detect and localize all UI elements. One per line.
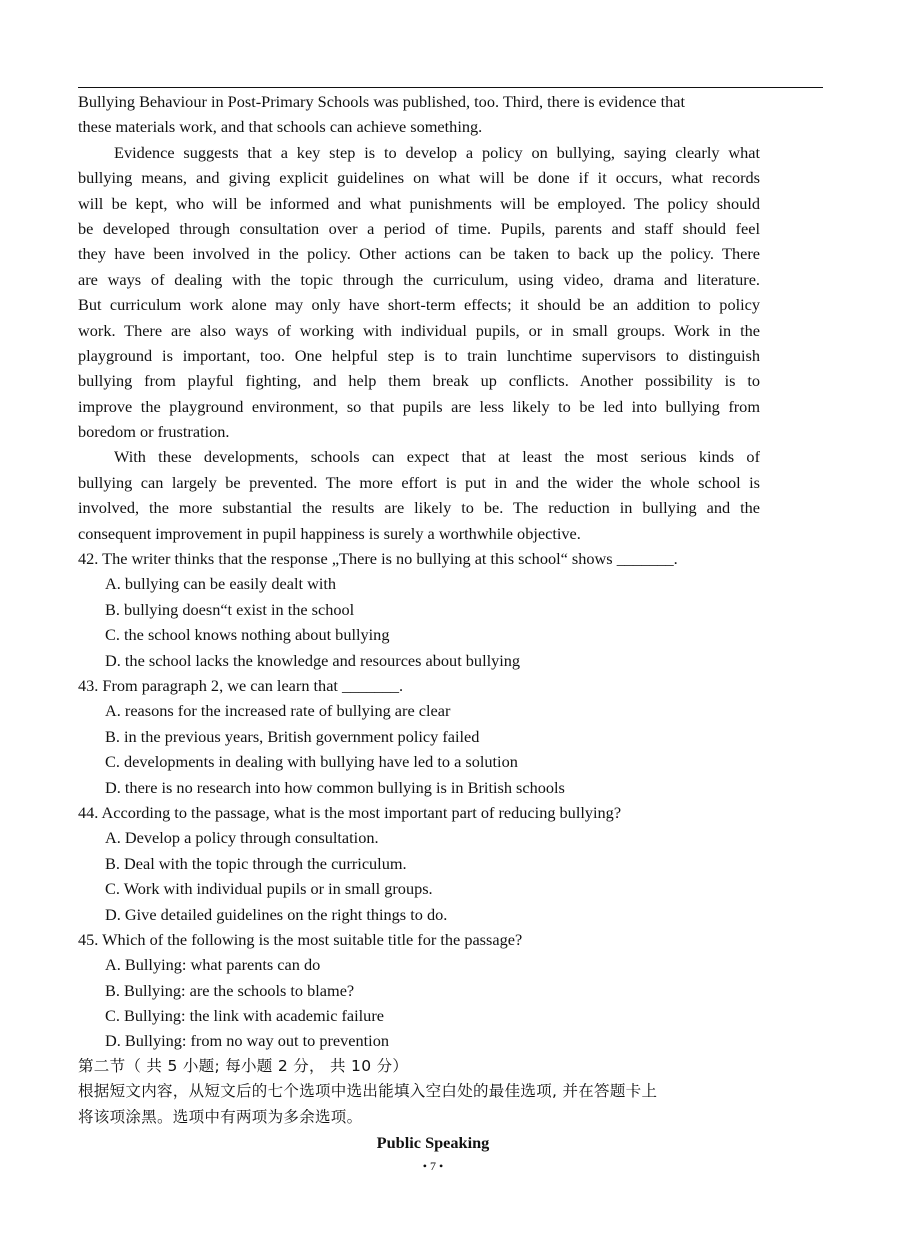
page-number: • 7 •	[422, 1159, 444, 1174]
answer-option: A. Bullying: what parents can do	[105, 955, 321, 975]
passage-line: be developed through consultation over a period of time. Pupils, parents and staff should feel	[78, 218, 760, 238]
answer-option: B. bullying doesn“t exist in the school	[105, 599, 355, 619]
answer-option: C. developments in dealing with bullying have led to a solution	[105, 752, 518, 772]
passage-line: consequent improvement in pupil happiness is surely a worthwhile objective.	[78, 523, 581, 543]
passage-title: Public Speaking	[376, 1133, 490, 1153]
question-stem: 44. According to the passage, what is the most important part of reducing bullying?	[78, 802, 622, 822]
passage-line: Evidence suggests that a key step is to develop a policy on bullying, saying clearly what	[114, 142, 760, 162]
answer-option: C. the school knows nothing about bullying	[105, 625, 390, 645]
answer-option: C. Work with individual pupils or in small groups.	[105, 879, 433, 899]
answer-option: B. Deal with the topic through the curriculum.	[105, 853, 407, 873]
question-stem: 43. From paragraph 2, we can learn that _______.	[78, 675, 404, 695]
passage-line: will be kept, who will be informed and what punishments will be employed. The policy should	[78, 193, 760, 213]
passage-line: playground is important, too. One helpful step is to train lunchtime supervisors to distinguish	[78, 345, 760, 365]
section-heading: 第二节（ 共 5 小题; 每小题 2 分， 共 10 分）	[78, 1056, 409, 1075]
passage-line: they have been involved in the policy. Other actions can be taken to back up the policy. There	[78, 244, 760, 264]
answer-option: A. bullying can be easily dealt with	[105, 574, 337, 594]
passage-line: bullying means, and giving explicit guidelines on what will be done if it occurs, what records	[78, 168, 760, 188]
answer-option: A. reasons for the increased rate of bullying are clear	[105, 701, 451, 721]
passage-line: these materials work, and that schools can achieve something.	[78, 117, 483, 137]
document-page	[78, 89, 768, 1177]
header-rule	[78, 87, 823, 88]
passage-line: improve the playground environment, so that pupils are less likely to be led into bullying from	[78, 396, 760, 416]
answer-option: D. Give detailed guidelines on the right things to do.	[105, 904, 448, 924]
answer-option: B. in the previous years, British government policy failed	[105, 726, 480, 746]
passage-line: are ways of dealing with the topic through the curriculum, using video, drama and literature.	[78, 269, 760, 289]
passage-line: With these developments, schools can expect that at least the most serious kinds of	[114, 447, 760, 467]
answer-option: C. Bullying: the link with academic failure	[105, 1006, 384, 1026]
answer-option: B. Bullying: are the schools to blame?	[105, 980, 355, 1000]
section-instructions: 根据短文内容，从短文后的七个选项中选出能填入空白处的最佳选项, 并在答题卡上	[78, 1082, 658, 1101]
passage-line: boredom or frustration.	[78, 422, 230, 442]
passage-line: But curriculum work alone may only have short-term effects; it should be an addition to policy	[78, 295, 760, 315]
passage-line: work. There are also ways of working with individual pupils, or in small groups. Work in the	[78, 320, 760, 340]
answer-option: D. the school lacks the knowledge and resources about bullying	[105, 650, 521, 670]
answer-option: D. there is no research into how common bullying is in British schools	[105, 777, 565, 797]
passage-line: bullying can largely be prevented. The more effort is put in and the wider the whole school is	[78, 472, 760, 492]
answer-option: A. Develop a policy through consultation.	[105, 828, 379, 848]
answer-option: D. Bullying: from no way out to prevention	[105, 1031, 389, 1051]
passage-line: involved, the more substantial the results are likely to be. The reduction in bullying and the	[78, 498, 760, 518]
passage-line: Bullying Behaviour in Post-Primary Schools was published, too. Third, there is evidence that	[78, 92, 686, 111]
section-instructions: 将该项涂黑。选项中有两项为多余选项。	[78, 1107, 363, 1126]
question-stem: 45. Which of the following is the most suitable title for the passage?	[78, 929, 523, 949]
question-stem: 42. The writer thinks that the response „There is no bullying at this school“ shows _______.	[78, 549, 678, 569]
passage-line: bullying from playful fighting, and help them break up conflicts. Another possibility is to	[78, 371, 760, 391]
